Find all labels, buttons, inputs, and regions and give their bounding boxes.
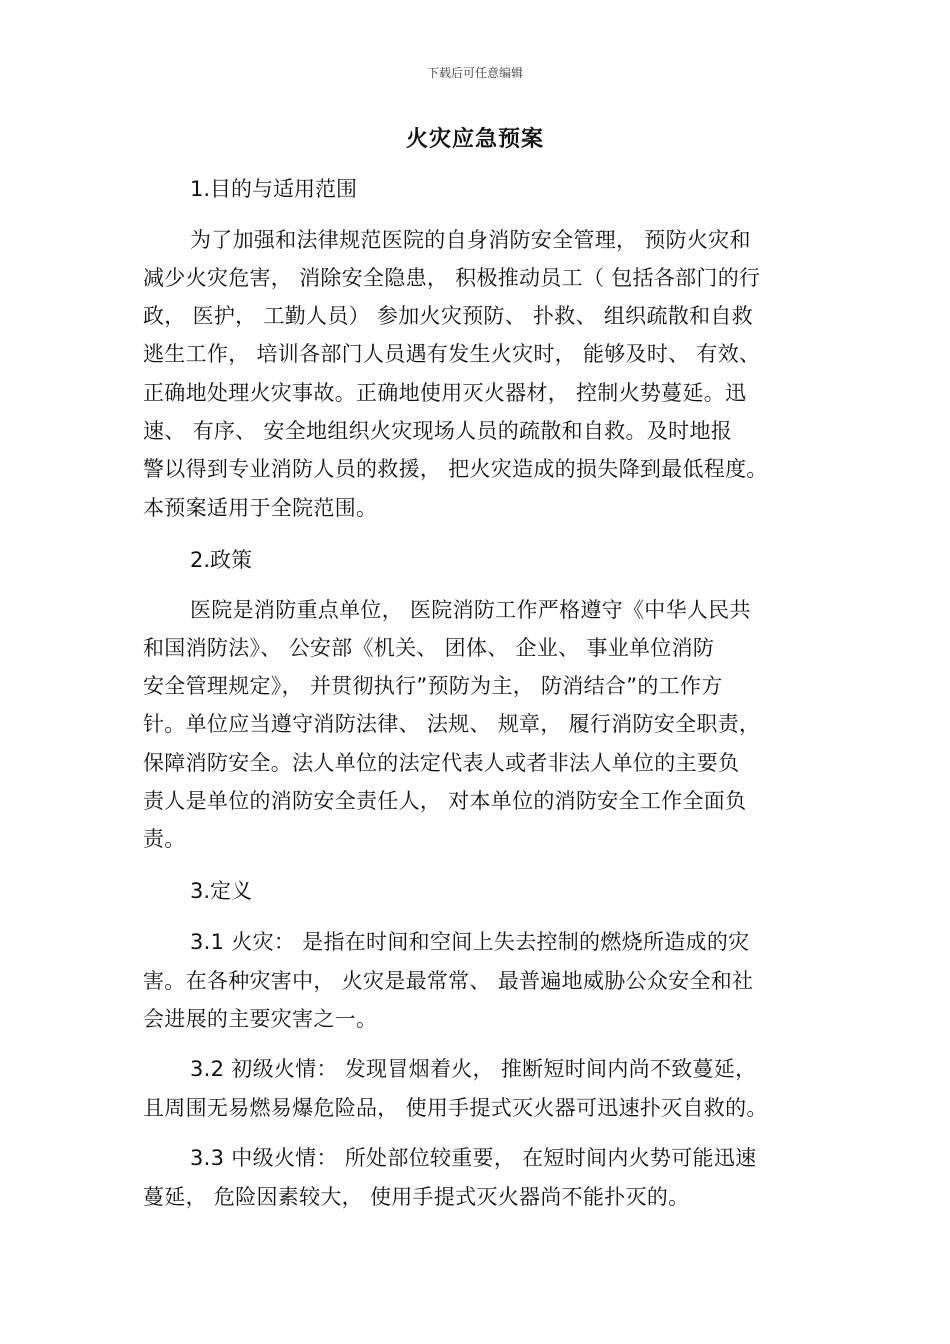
section-1-line: 速、 有序、 安全地组织火灾现场人员的疏散和自救。及时地报 [143, 419, 733, 443]
section-1-line: 警以得到专业消防人员的救援， 把火灾造成的损失降到最低程度。 [143, 457, 768, 481]
definition-3-3-line: 3.3 中级火情： 所处部位较重要， 在短时间内火势可能迅速 [190, 1146, 757, 1170]
definition-3-1-line: 3.1 火灾： 是指在时间和空间上失去控制的燃烧所造成的灾 [190, 930, 750, 954]
page-header: 下载后可任意编辑 [426, 66, 523, 80]
document-title: 火灾应急预案 [405, 127, 544, 152]
definition-3-1-line: 害。在各种灾害中， 火灾是最常常、 最普遍地威胁公众安全和社 [143, 969, 754, 993]
section-1-line: 正确地处理火灾事故。正确地使用灭火器材， 控制火势蔓延。迅 [143, 381, 747, 405]
section-2-line: 安全管理规定》， 并贯彻执行”预防为主， 防消结合”的工作方 [143, 674, 723, 698]
section-2-line: 医院是消防重点单位， 医院消防工作严格遵守《中华人民共 [190, 598, 751, 622]
section-1-heading: 1.目的与适用范围 [190, 177, 358, 201]
section-1-line: 逃生工作， 培训各部门人员遇有发生火灾时， 能够及时、 有效、 [143, 342, 761, 366]
definition-3-3-line: 蔓延， 危险因素较大， 使用手提式灭火器尚不能扑灭的。 [143, 1185, 690, 1209]
section-1-line: 本预案适用于全院范围。 [143, 496, 378, 520]
definition-3-2-line: 3.2 初级火情： 发现冒烟着火， 推断短时间内尚不致蔓延， [190, 1057, 757, 1081]
definition-3-2-line: 且周围无易燃易爆危险品， 使用手提式灭火器可迅速扑灭自救的。 [143, 1096, 768, 1120]
section-1-line: 为了加强和法律规范医院的自身消防安全管理， 预防火灾和 [190, 228, 751, 252]
section-2-line: 和国消防法》、 公安部《机关、 团体、 企业、 事业单位消防 [143, 636, 715, 660]
section-1-line: 政， 医护， 工勤人员） 参加火灾预防、 扑救、 组织疏散和自救 [143, 304, 753, 328]
section-1-line: 减少火灾危害， 消除安全隐患， 积极推动员工（ 包括各部门的行 [143, 266, 761, 290]
section-2-line: 责。 [143, 827, 186, 851]
section-2-line: 保障消防安全。法人单位的法定代表人或者非法人单位的主要负 [143, 751, 740, 775]
section-3-heading: 3.定义 [190, 879, 253, 903]
section-2-line: 针。单位应当遵守消防法律、 法规、 规章， 履行消防安全职责， [143, 712, 761, 736]
section-2-line: 责人是单位的消防安全责任人， 对本单位的消防安全工作全面负 [143, 789, 747, 813]
definition-3-1-line: 会进展的主要灾害之一。 [143, 1007, 378, 1031]
section-2-heading: 2.政策 [190, 548, 253, 572]
